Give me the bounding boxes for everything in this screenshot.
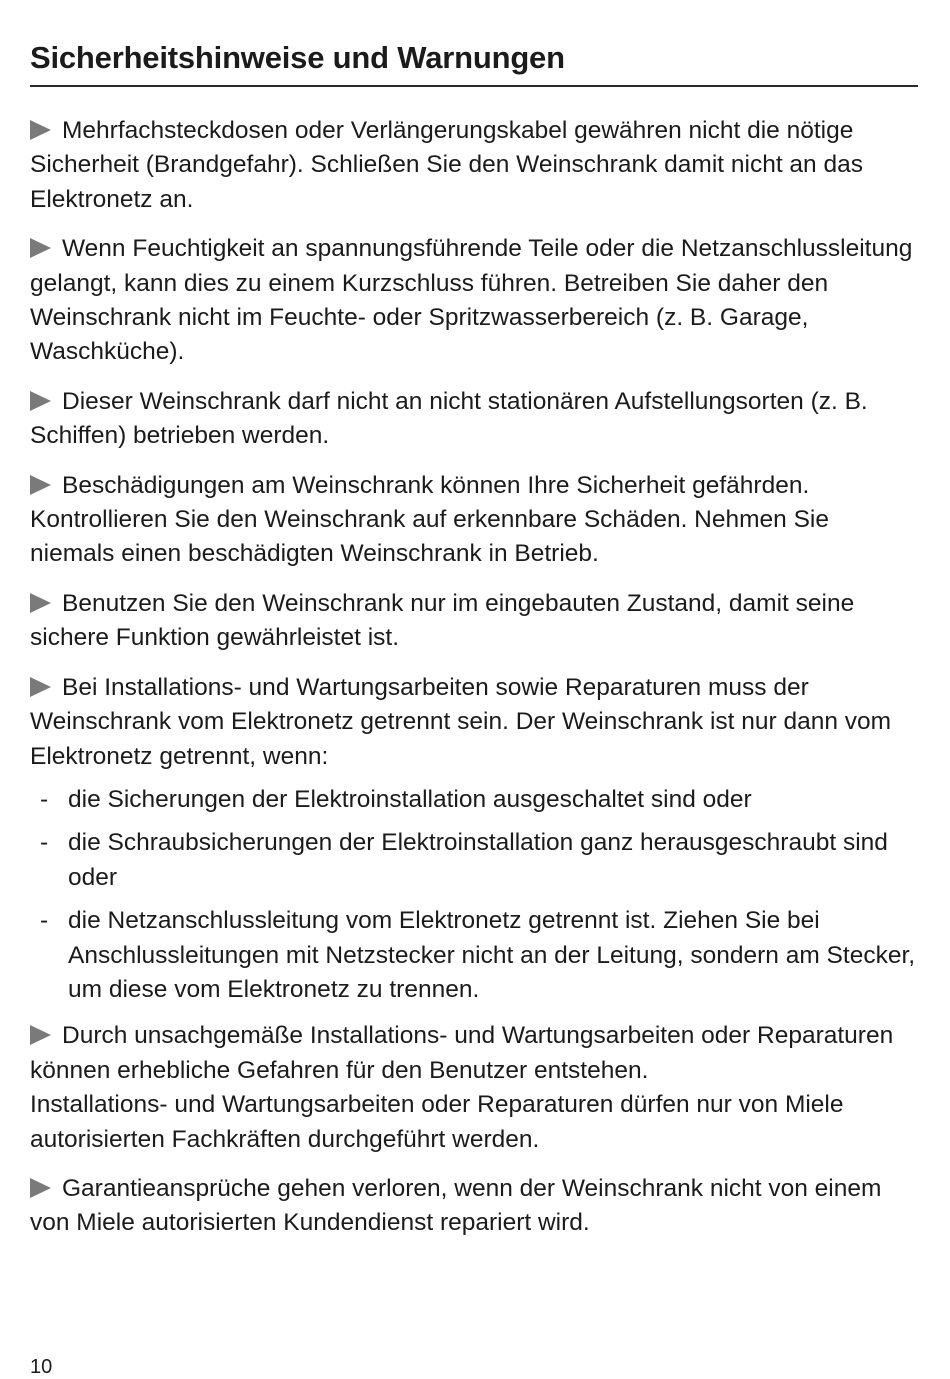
note-text: Durch unsachgemäße Installations- und Wartungsarbeiten oder Reparaturen können erhebliche Gefahren für den Benutzer entstehen.	[30, 1022, 894, 1084]
triangle-right-icon	[30, 1025, 51, 1045]
safety-note-stationary	[30, 385, 918, 454]
triangle-right-icon	[30, 238, 51, 258]
note-text: Garantieansprüche gehen verloren, wenn der Weinschrank nicht von einem von Miele autorisierten Kundendienst repariert wird.	[30, 1174, 882, 1237]
safety-notes-body	[30, 114, 918, 1256]
note-text: Mehrfachsteckdosen oder Verlängerungskabel gewähren nicht die nötige Sicherheit (Brandgefahr). Schließen Sie den Weinschrank damit nicht an das Elektronetz an.	[30, 117, 863, 213]
page-number: 10	[30, 1356, 53, 1378]
note-text-continued: Installations- und Wartungsarbeiten oder Reparaturen dürfen nur von Miele autorisierten Fachkräften durchgeführt werden.	[30, 1091, 844, 1153]
list-item-text: die Sicherungen der Elektroinstallation ausgeschaltet sind oder	[68, 785, 752, 813]
list-item-text: die Netzanschlussleitung vom Elektronetz getrennt ist. Ziehen Sie bei Anschlussleitungen mit Netzstecker nicht an der Leitung, sondern am Stecker, um diese vom Elektronetz zu trennen.	[68, 907, 916, 1003]
dash-bullet: -	[40, 785, 49, 813]
disconnect-conditions-list	[30, 783, 918, 1007]
title-divider	[30, 85, 918, 87]
safety-note-disconnect	[30, 671, 918, 774]
dash-bullet: -	[40, 829, 49, 857]
triangle-right-icon	[30, 593, 51, 613]
triangle-right-icon	[30, 1178, 51, 1198]
triangle-right-icon	[30, 677, 51, 697]
page-title: Sicherheitshinweise und Warnungen	[30, 40, 565, 75]
list-item-text: die Schraubsicherungen der Elektroinstallation ganz herausgeschraubt sind oder	[68, 829, 888, 891]
triangle-right-icon	[30, 391, 51, 411]
list-item	[30, 904, 918, 1007]
dash-bullet: -	[40, 907, 49, 935]
safety-note-warranty	[30, 1172, 918, 1241]
note-text: Dieser Weinschrank darf nicht an nicht stationären Aufstellungsorten (z. B. Schiffen) betrieben werden.	[30, 387, 868, 450]
safety-note-damage	[30, 469, 918, 572]
note-text: Beschädigungen am Weinschrank können Ihre Sicherheit gefährden. Kontrollieren Sie den Weinschrank auf erkennbare Schäden. Nehmen Sie niemals einen beschädigten Weinschrank in Betrieb.	[30, 471, 830, 568]
safety-note-improper-repair	[30, 1019, 918, 1157]
triangle-right-icon	[30, 475, 51, 495]
safety-note-multi-socket	[30, 114, 918, 217]
triangle-right-icon	[30, 120, 51, 140]
list-item	[30, 826, 918, 895]
safety-note-built-in	[30, 587, 918, 656]
safety-note-moisture	[30, 232, 918, 370]
note-text: Wenn Feuchtigkeit an spannungsführende Teile oder die Netzanschlussleitung gelangt, kann dies zu einem Kurzschluss führen. Betreiben Sie daher den Weinschrank nicht im Feuchte- oder Spritzwasserbereich (z. B. Garage, Waschküche).	[30, 235, 913, 366]
note-text: Bei Installations- und Wartungsarbeiten sowie Reparaturen muss der Weinschrank vom Elektronetz getrennt sein. Der Weinschrank ist nur dann vom Elektronetz getrennt, wenn:	[30, 673, 892, 770]
note-text: Benutzen Sie den Weinschrank nur im eingebauten Zustand, damit seine sichere Funktion gewährleistet ist.	[30, 589, 855, 652]
list-item	[30, 783, 918, 817]
